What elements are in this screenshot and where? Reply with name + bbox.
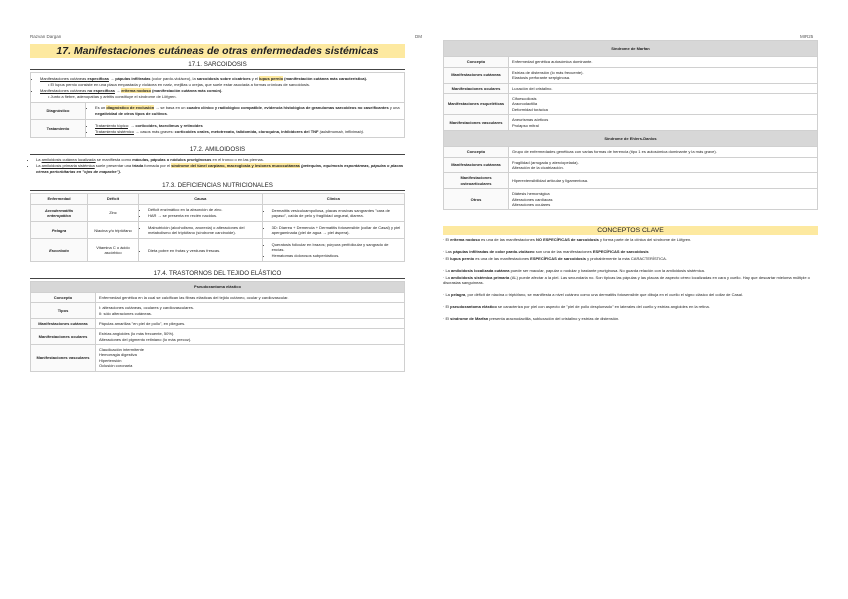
table-row [31,318,405,328]
text: (manifestación cutánea más característica). [283,75,368,81]
text: son una de las manifestaciones [534,249,593,255]
section-deficiencias-heading: 17.3. DEFICIENCIAS NUTRICIONALES [30,182,405,191]
text: pseudoxantoma elástico [450,304,497,309]
conceptos-clave-title: CONCEPTOS CLAVE [443,226,818,235]
text: síndrome de Marfan [450,315,489,321]
diagnosis-label: Diagnóstico [31,102,86,119]
text: Aracnodactilia [512,101,538,107]
text: y el [250,75,260,81]
text: Hemorragia digestiva [99,352,137,358]
text: Grupo de enfermedades genéticas con varias formas de herencia (tipo 1 es autosómica dominante y la más grave). [512,149,717,155]
table-row [31,222,405,239]
text: I: alteraciones cutáneas, oculares y cardiovasculares. [99,305,194,311]
text: → casos más graves: [133,128,175,134]
deficit: Niacina y/o triptófano [88,222,139,239]
row-label: Manifestaciones vasculares [31,345,96,372]
list-item: · La pelagra, por déficit de niacina o triptófano, se manifiesta a nivel cutáneo como una dermatitis fotosensible que dibuja en el cuello el signo clásico del collar de Casal. [443,292,743,298]
text: cuadro clínico y radiológico compatible [186,105,262,111]
text: suele presentar una [94,163,133,169]
row-label: Manifestaciones cutáneas [444,67,509,83]
header-code: MIR25 [800,34,814,39]
clinic [262,204,404,222]
row-value [509,115,818,131]
text: Junto a fiebre, adenopatías y artritis constituye el síndrome de Löfgren. [50,94,177,100]
row-value [96,292,405,302]
text: es una de las manifestaciones [474,256,531,262]
text: amiloidosis primaria sistémica [41,163,95,169]
text: , [261,105,265,111]
table-row [444,173,818,189]
text: → [108,75,116,81]
row-value [509,189,818,210]
text: ESPECÍFICAS de sarcoidosis [592,249,649,255]
left-column [30,40,405,372]
cause [139,239,263,262]
deficit: Zinc [88,204,139,222]
disease-name: Pelagra [31,222,88,239]
treatment-text [86,120,405,138]
row-label: Manifestaciones cutáneas [444,157,509,173]
text: en el tronco o en las piernas. [211,157,264,163]
text: pápulas infiltradas [115,75,151,81]
list-item: · La amiloidosis localizada cutánea puede ser macular, papular o nodular y bastante pruriginosa. No guarda relación con la amiloidosis sistémica. [443,267,705,273]
clinic [262,239,404,262]
cause [139,222,263,239]
table-row [444,57,818,67]
table-row [31,303,405,319]
row-label: Concepto [444,57,509,67]
text: . [166,110,168,116]
column-header: Causa [139,194,263,204]
list-item: • Queratosis folicular en brazos; púrpura perifolicular y sangrado de encías. [272,242,401,253]
list-item: · La amiloidosis sistémica primaria (AL) puede afectar a la piel. Las secundaria no. Son típicas las pápulas y las placas de aspecto céreo localizadas en cara y cuello. Hay que descartar mieloma múltiple o discrasias sanguíneas. [443,274,810,286]
text: presenta aracnodactilia, subluxación del cristalino y estrías de distensión. [488,315,620,321]
row-value [509,157,818,173]
text: síndrome del túnel carpiano, macroglosia y lesiones mucocutáneas [171,163,300,169]
text: El [445,256,451,262]
text: Manifestaciones cutáneas [40,75,88,81]
text: y forma parte de la clínica del síndrome de Löfgren. [598,237,692,243]
treatment-label: Tratamiento [31,120,86,138]
table-row [444,157,818,173]
row-value [509,173,818,189]
list-item [95,129,401,135]
right-column [443,40,818,328]
table-header-row [31,194,405,204]
text: Deformidad torácica [512,106,548,112]
disease-name: Acrodermatitis enteropática [31,204,88,222]
text: es una de las manifestaciones [479,237,536,243]
text: puede ser macular, papular o nodular y bastante pruriginosa. No guarda relación con la amiloidosis sistémica. [509,267,705,273]
table-row [444,147,818,157]
text: específicas [87,75,109,81]
text: Alteraciones del pigmento retiniano (lo más precoz). [99,336,192,342]
ehlers-danlos-title: Síndrome de Ehlers-Danlos [444,130,818,146]
text: corticoides, tacrolimus y retinoides [135,122,203,128]
row-label: Manifestaciones esqueléticas [444,93,509,114]
text: El [445,237,451,243]
row-label: Concepto [31,292,96,302]
text: y probablemente la más CARACTERÍSTICA. [585,256,667,262]
text: , por déficit de niacina o triptófano, se manifiesta a nivel cutáneo como una dermatitis fotosensible que dibuja en el cuello el signo clásico del collar de Casal. [465,292,743,298]
table-row [444,189,818,210]
table-row [31,204,405,222]
text: diagnóstico de exclusión [106,105,155,111]
list-item: • Déficit enzimático en la absorción de zinc. [148,207,259,212]
text: lupus pernio [259,75,284,81]
text: → se basa en un [154,105,187,111]
table-row [444,115,818,131]
text: amiloidosis localizada cutánea [451,267,510,273]
text: Oclusión coronaria [99,363,133,369]
text: pápulas infiltradas de color pardo-violáceo [453,249,535,255]
row-value [509,147,818,157]
text: Hipertensión [99,357,122,363]
amiloidosis-text [30,157,405,174]
section-sarcoidosis-heading: 17.1. SARCOIDOSIS [30,61,405,70]
list-item: • HAR → se presenta en recién nacidos. [148,213,259,218]
row-label: Otros [444,189,509,210]
text: Pápulas amarillas "en piel de pollo", en pliegues. [99,320,186,326]
table-header-row [444,41,818,57]
table-row [31,292,405,302]
text: Hiperextensibilidad articular y ligamentosa. [512,178,589,184]
text: Las [445,249,454,255]
row-value [96,345,405,372]
table-row [31,329,405,345]
text: Elastosis perforante serpiginosa. [512,75,571,81]
table-row [31,345,405,372]
text: Alteraciones oculares [512,202,551,208]
table-row [31,73,405,103]
row-label: Manifestaciones oculares [444,83,509,93]
sarcoidosis-manifestations [31,73,405,103]
text: La [445,292,452,298]
row-value [509,93,818,114]
row-label: Manifestaciones oculares [31,329,96,345]
row-label: Tipos [31,303,96,319]
text: Estrías angioides (lo más frecuente, 50%). [99,331,175,337]
marfan-title: Síndrome de Marfan [444,41,818,57]
column-header: Enfermedad [31,194,88,204]
page-title: 17. Manifestaciones cutáneas de otras enfermedades sistémicas [30,44,405,58]
text: Estrías de distensión (lo más frecuente). [512,69,584,75]
text: El [445,304,451,309]
text: Fragilidad (arrugada y aterciopelada). [512,159,579,165]
text: lupus pernio [450,256,475,262]
text: se manifiesta como [95,157,133,163]
row-value [96,329,405,345]
table-header-row [444,130,818,146]
header-center: DM [415,34,422,39]
text: Enfermedad genética en la cual se calcifican las fibras elásticas del tejido cutáneo, ocular y cardiovascular. [99,294,289,300]
sarcoidosis-table [30,72,405,138]
list-item: • Dermatitis vesiculoampollosa, placas erosivas sangrantes "cara de payaso", caída de pelo y fragilidad ungueal, diarrea. [272,208,401,219]
text: → [114,87,122,93]
column-header: Déficit [88,194,139,204]
text: El [445,315,451,321]
list-item [40,76,401,82]
row-label: Manifestaciones cutáneas [31,318,96,328]
list-item [40,88,401,94]
diagnosis-text [86,102,405,119]
list-item: • Malnutrición (alcoholismo, anorexia) o alteraciones del metabolismo del triptófano (síndrome carcinoide). [148,225,259,236]
text: Tratamiento sistémico [95,128,134,134]
text: y una [388,105,400,111]
list-item: • Hematomas dolorosos subperiósticos. [272,253,401,258]
text: Luxación del cristalino. [512,85,553,91]
text: amiloidosis sistémica primaria [451,274,510,280]
text: II: sólo alteraciones cutáneas. [99,310,152,316]
text: Manifestaciones cutáneas [40,87,88,93]
text: Alteración de la cicatrización. [512,165,564,171]
disease-name: Escorbuto [31,239,88,262]
text: (AL) puede afectar a la piel. Las secundaria no. Son típicas las pápulas y las placas de aspecto céreo localizadas en cara y cuello. Hay que descartar mieloma múltiple o discrasias sanguíneas. [443,274,810,286]
cause [139,204,263,222]
text: La [36,163,42,169]
text: corticoides orales, metotrexato, talidomida, cloroquina, inhibidores del TNF [174,128,319,134]
section-tejido-elastico-heading: 17.4. TRASTORNOS DEL TEJIDO ELÁSTICO [30,270,405,279]
text: La [445,267,452,273]
text: Claudicación intermitente [99,347,144,353]
table-header-row [31,282,405,292]
table-row [31,102,405,119]
table-row [444,67,818,83]
text: sarcoidosis sobre cicatrices [196,75,251,81]
list-item: · El lupus pernio es una de las manifestaciones ESPECÍFICAS de sarcoidosis y probablemente la más CARACTERÍSTICA. [443,256,667,262]
table-row [444,83,818,93]
text: (petequias, equimosis espontáneas, pápulas o placas céreas periorbitarias en "ojos de mapache"). [36,163,404,174]
text: eritema nodoso [450,237,480,243]
text: no específicas [87,87,115,93]
text: Prolapso mitral [512,122,539,128]
text: Alteraciones cardíacas [512,196,553,202]
header-author: Razvan Dargan [30,34,62,39]
text: NO ESPECÍFICAS de sarcoidosis [535,237,599,243]
text: Tratamiento tópico [95,122,128,128]
marfan-table [443,40,818,210]
text: tríada [132,163,144,169]
list-item [95,105,401,116]
list-item [36,163,405,174]
row-label: Manifestaciones vasculares [444,115,509,131]
list-item: • 3D: Diarrea + Demencia + Dermatitis fotosensible (collar de Casal) y piel apergaminada (piel de agua → piel áspera). [272,225,401,236]
list-item [36,157,405,163]
column-header: Clínica [262,194,404,204]
sub-item: • El lupus pernio consiste en una placa empastada y violácea en nariz, mejillas u orejas, que suele estar asociada a formas crónicas de sarcoidosis. [48,81,310,87]
text: Diátesis hemorrágica [512,191,550,197]
text: amiloidosis cutánea localizada [41,157,96,163]
text: La [36,157,42,163]
row-label: Concepto [444,147,509,157]
text: formada por el [143,163,172,169]
pseudoxantoma-title: Pseudoxantoma elástico [31,282,405,292]
row-value [509,67,818,83]
deficiencias-table [30,193,405,262]
row-value [509,57,818,67]
text: : → [127,122,136,128]
text: negatividad de otros tipos de cultivos [95,110,167,116]
text: Aneurismas aórticos [512,117,549,123]
pseudoxantoma-table [30,281,405,371]
row-label: Manifestaciones osteoarticulares [444,173,509,189]
text: Cifoescoliosis [512,95,537,101]
list-item [95,123,401,129]
text: Enfermedad genética autosómica dominante. [512,59,593,65]
text: se caracteriza por piel con aspecto de "piel de pollo desplumado" en laterales del cuello y estrías angioides en la retina. [496,304,710,309]
row-value [509,83,818,93]
deficit: Vitamina C o ácido ascórbico [88,239,139,262]
sub-item: • Junto a fiebre, adenopatías y artritis constituye el síndrome de Löfgren. [48,94,177,100]
clinic [262,222,404,239]
row-value [96,303,405,319]
list-item: · El eritema nodoso es una de las manifestaciones NO ESPECÍFICAS de sarcoidosis y forma parte de la clínica del síndrome de Löfgren. [443,237,692,243]
text: ESPECÍFICAS de sarcoidosis [530,256,586,262]
list-item: · El pseudoxantoma elástico se caracteriza por piel con aspecto de "piel de pollo desplumado" en laterales del cuello y estrías angioides en la retina. [443,304,710,309]
text: (adalimumab, infliximab). [318,128,365,134]
text: Es un [95,105,107,111]
text: eritema nodoso [121,87,151,93]
text: evidencia histológica de granulomas sarcoideos no caseificantes [264,105,389,111]
conceptos-clave-list [443,237,818,321]
table-row [31,120,405,138]
list-item: · El síndrome de Marfan presenta aracnodactilia, subluxación del cristalino y estrías de distensión. [443,315,620,321]
section-amiloidosis-heading: 17.2. AMILOIDOSIS [30,146,405,155]
text: La [445,274,452,280]
text: pelagra [451,292,466,298]
list-item: • Dieta pobre en frutas y verduras frescas. [148,248,259,253]
table-row [31,239,405,262]
list-item: · Las pápulas infiltradas de color pardo-violáceo son una de las manifestaciones ESPECÍFICAS de sarcoidosis [443,249,649,255]
text: máculas, pápulas o nódulos pruriginosos [132,157,212,163]
text: El lupus pernio consiste en una placa empastada y violácea en nariz, mejillas u orejas, que suele estar asociada a formas crónicas de sarcoidosis. [50,81,310,87]
table-row [444,93,818,114]
text: (color pardo-violáceo), la [150,75,197,81]
text: (manifestación cutánea más común). [150,87,223,93]
row-value [96,318,405,328]
